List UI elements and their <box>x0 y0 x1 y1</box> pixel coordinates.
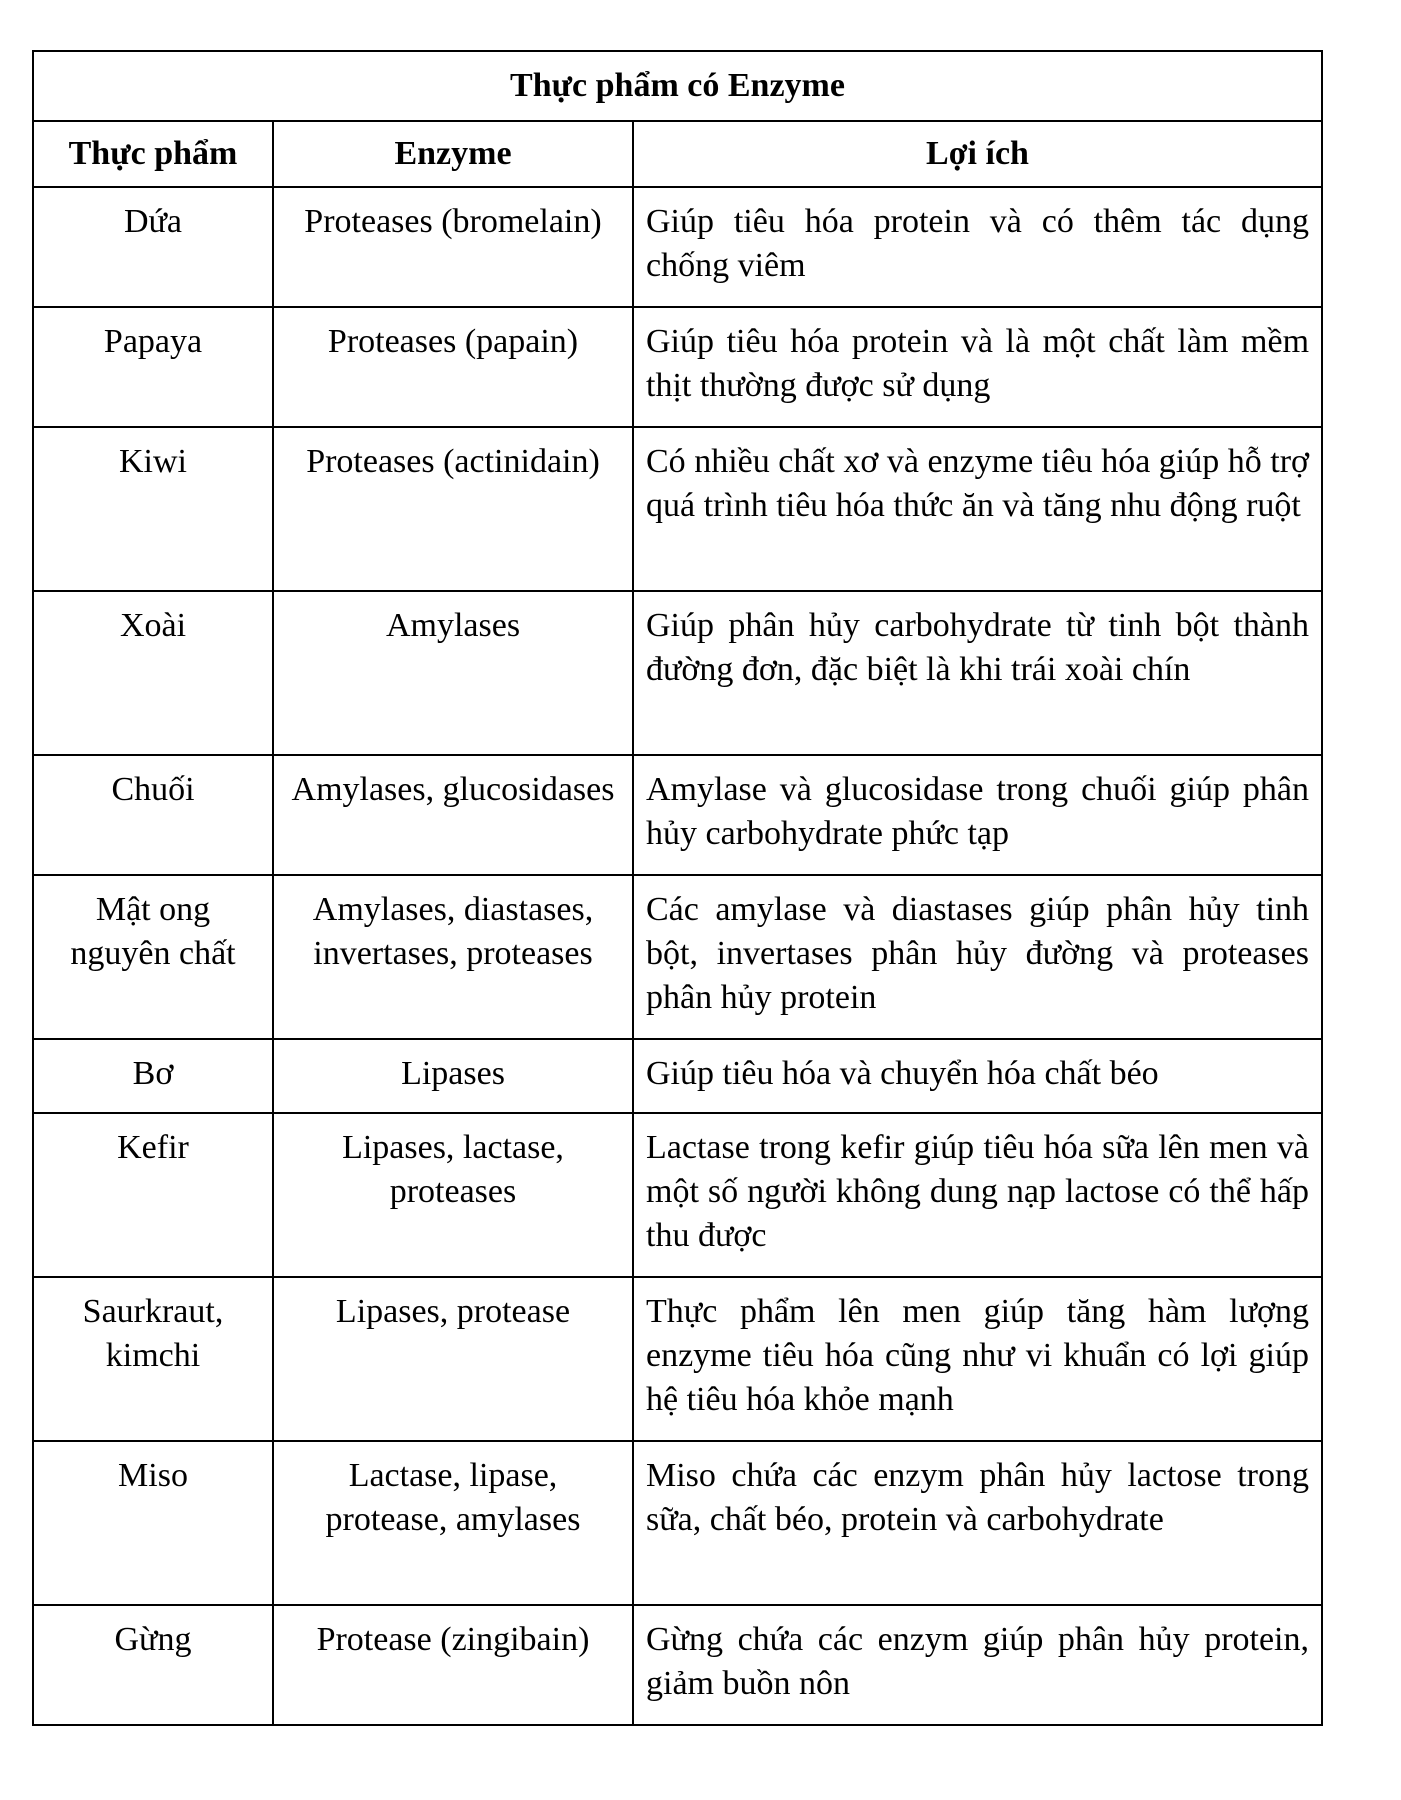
food-cell: Papaya <box>33 307 273 427</box>
benefit-cell: Giúp tiêu hóa protein và có thêm tác dụng chống viêm <box>633 187 1322 307</box>
header-benefit: Lợi ích <box>633 121 1322 187</box>
enzyme-cell: Lipases, protease <box>273 1277 633 1441</box>
food-cell: Gừng <box>33 1605 273 1725</box>
benefit-cell: Amylase và glucosidase trong chuối giúp phân hủy carbohydrate phức tạp <box>633 755 1322 875</box>
food-cell: Mật ong nguyên chất <box>33 875 273 1039</box>
food-cell: Miso <box>33 1441 273 1605</box>
food-cell: Kefir <box>33 1113 273 1277</box>
header-enzyme: Enzyme <box>273 121 633 187</box>
enzyme-cell: Proteases (actinidain) <box>273 427 633 591</box>
enzyme-cell: Lipases <box>273 1039 633 1113</box>
table-row <box>33 1605 1322 1725</box>
header-row <box>33 121 1322 187</box>
table-row <box>33 307 1322 427</box>
enzyme-cell: Protease (zingibain) <box>273 1605 633 1725</box>
header-food: Thực phẩm <box>33 121 273 187</box>
table-row <box>33 875 1322 1039</box>
table-row <box>33 591 1322 755</box>
table-row <box>33 187 1322 307</box>
food-cell: Xoài <box>33 591 273 755</box>
table-row <box>33 1113 1322 1277</box>
enzyme-food-table <box>32 50 1323 1726</box>
table-row <box>33 755 1322 875</box>
table-row <box>33 1039 1322 1113</box>
food-cell: Kiwi <box>33 427 273 591</box>
benefit-cell: Gừng chứa các enzym giúp phân hủy protein, giảm buồn nôn <box>633 1605 1322 1725</box>
food-cell: Saurkraut, kimchi <box>33 1277 273 1441</box>
enzyme-cell: Lactase, lipase, protease, amylases <box>273 1441 633 1605</box>
benefit-cell: Có nhiều chất xơ và enzyme tiêu hóa giúp hỗ trợ quá trình tiêu hóa thức ăn và tăng nhu động ruột <box>633 427 1322 591</box>
enzyme-cell: Proteases (bromelain) <box>273 187 633 307</box>
benefit-cell: Lactase trong kefir giúp tiêu hóa sữa lên men và một số người không dung nạp lactose có thể hấp thu được <box>633 1113 1322 1277</box>
enzyme-cell: Proteases (papain) <box>273 307 633 427</box>
benefit-cell: Giúp phân hủy carbohydrate từ tinh bột thành đường đơn, đặc biệt là khi trái xoài chín <box>633 591 1322 755</box>
enzyme-cell: Amylases <box>273 591 633 755</box>
table-row <box>33 427 1322 591</box>
enzyme-cell: Amylases, diastases, invertases, proteases <box>273 875 633 1039</box>
table-row <box>33 1277 1322 1441</box>
benefit-cell: Giúp tiêu hóa và chuyển hóa chất béo <box>633 1039 1322 1113</box>
food-cell: Dứa <box>33 187 273 307</box>
enzyme-cell: Amylases, glucosidases <box>273 755 633 875</box>
enzyme-cell: Lipases, lactase, proteases <box>273 1113 633 1277</box>
benefit-cell: Các amylase và diastases giúp phân hủy tinh bột, invertases phân hủy đường và proteases phân hủy protein <box>633 875 1322 1039</box>
food-cell: Chuối <box>33 755 273 875</box>
benefit-cell: Thực phẩm lên men giúp tăng hàm lượng enzyme tiêu hóa cũng như vi khuẩn có lợi giúp hệ tiêu hóa khỏe mạnh <box>633 1277 1322 1441</box>
benefit-cell: Miso chứa các enzym phân hủy lactose trong sữa, chất béo, protein và carbohydrate <box>633 1441 1322 1605</box>
table-title: Thực phẩm có Enzyme <box>33 51 1322 121</box>
benefit-cell: Giúp tiêu hóa protein và là một chất làm mềm thịt thường được sử dụng <box>633 307 1322 427</box>
food-cell: Bơ <box>33 1039 273 1113</box>
table-row <box>33 1441 1322 1605</box>
